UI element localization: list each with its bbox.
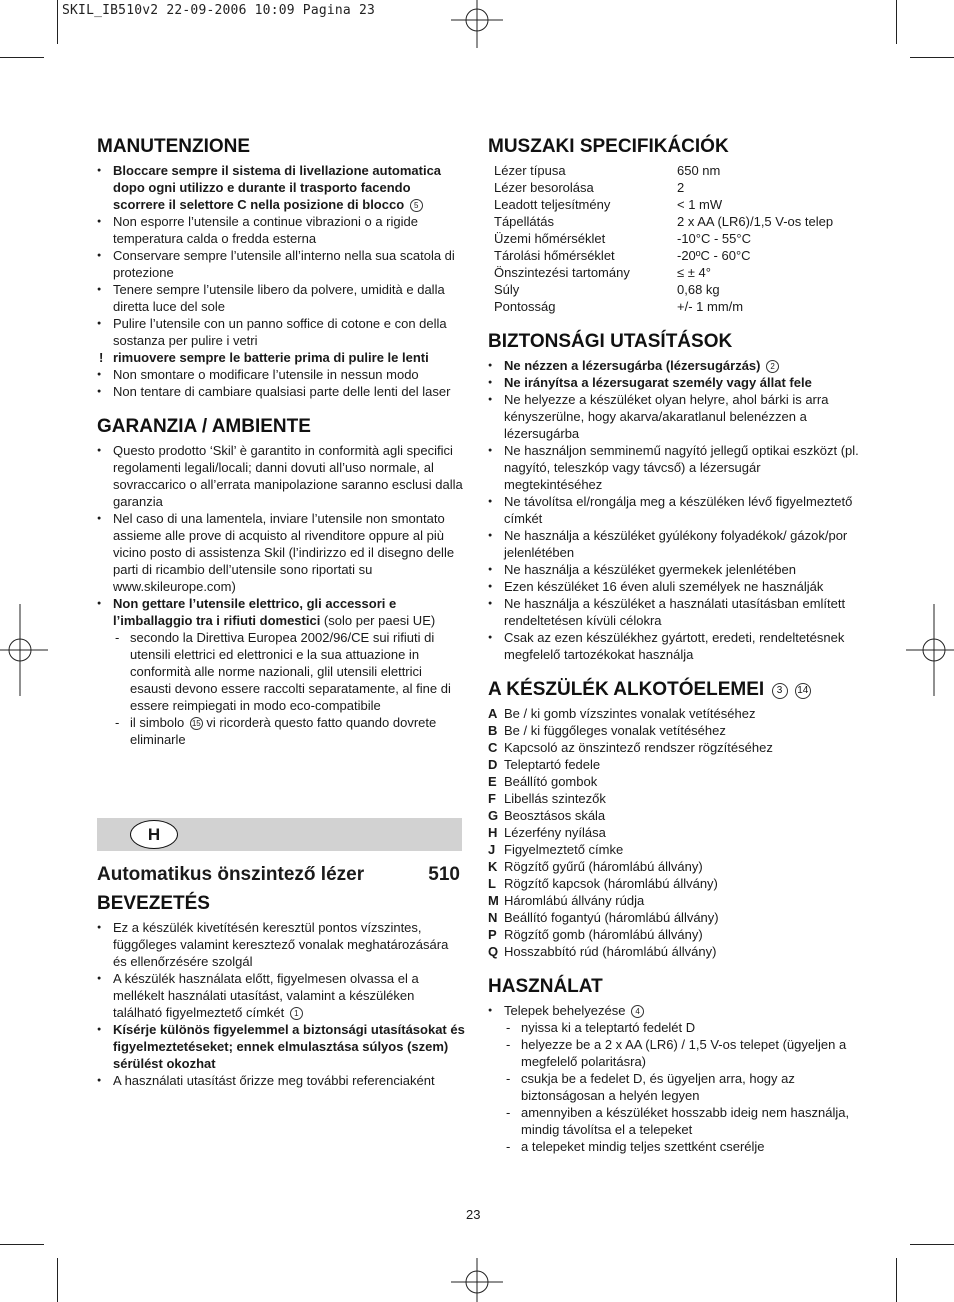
- list-item: ● Conservare sempre l’utensile all’interno nella sua scatola di protezione: [97, 247, 465, 281]
- part-row: [488, 875, 860, 892]
- page-number: 23: [466, 1207, 481, 1222]
- list-item: ● Ezen készüléket 16 éven aluli személyek ne használják: [488, 578, 860, 595]
- part-letter: C: [488, 740, 498, 755]
- part-letter: K: [488, 859, 498, 874]
- list-item: ● Ne távolítsa el/rongálja meg a készüléken lévő figyelmeztető címkét: [488, 493, 860, 527]
- spec-value: 0,68 kg: [677, 282, 720, 297]
- part-row: [488, 858, 860, 875]
- list-item: ● Non tentare di cambiare qualsiasi parte delle lenti del laser: [97, 383, 465, 400]
- registration-mark-left: [0, 600, 50, 700]
- spec-value: +/- 1 mm/m: [677, 299, 744, 314]
- part-row: [488, 705, 860, 722]
- list-item: ● Non smontare o modificare l’utensile in nessun modo: [97, 366, 465, 383]
- section-title-specs: MUSZAKI SPECIFIKÁCIÓK: [488, 136, 729, 157]
- part-row: [488, 807, 860, 824]
- part-letter: L: [488, 876, 496, 891]
- figure-ref: 5: [410, 199, 423, 212]
- spec-row: [488, 179, 833, 196]
- list-item: ● Tenere sempre l’utensile libero da polvere, umidità e dalla diretta luce del sole: [97, 281, 465, 315]
- spec-value: -20ºC - 60°C: [677, 248, 751, 263]
- part-description: Beosztásos skála: [504, 808, 606, 823]
- garanzia-sublist: [97, 629, 465, 748]
- spec-label: Önszintezési tartomány: [494, 265, 630, 280]
- list-item: ● Questo prodotto ‘Skil’ è garantito in conformità agli specifici regolamenti legali/locali; danni dovuti all’uso normale, al sovraccarico o all’errata manipolazione saranno esclusi dalla garanzia: [97, 442, 465, 510]
- spec-label: Lézer besorolása: [494, 180, 594, 195]
- section-title-hasznalat: HASZNÁLAT: [488, 976, 603, 997]
- list-item: ● Telepek behelyezése 4: [488, 1002, 860, 1019]
- figure-ref: 14: [795, 683, 811, 699]
- part-description: Rögzítő gomb (háromlábú állvány): [504, 927, 703, 942]
- crop-mark-top-left-h: [0, 57, 44, 58]
- part-letter: P: [488, 927, 497, 942]
- spec-value: 2 x AA (LR6)/1,5 V-os telep: [677, 214, 834, 229]
- list-item: ● Nel caso di una lamentela, inviare l’utensile non smontato assieme alle prove di acquisto al rivenditore oppure al più vicino posto di assistenza Skil (l’indirizzo ed il disegno delle parti di ricambio dell’utensile sono riportati su www.skileurope.com): [97, 510, 465, 595]
- section-title-garanzia: GARANZIA / AMBIENTE: [97, 416, 311, 437]
- spec-label: Tárolási hőmérséklet: [494, 248, 615, 263]
- part-description: Rögzítő gyűrű (háromlábú állvány): [504, 859, 703, 874]
- list-item: ● Bloccare sempre il sistema di livellazione automatica dopo ogni utilizzo e durante il trasporto facendo scorrere il selettore C nella posizione di blocco 5: [97, 162, 465, 213]
- part-letter: F: [488, 791, 496, 806]
- part-row: [488, 824, 860, 841]
- spec-label: Leadott teljesítmény: [494, 197, 611, 212]
- spec-value: 650 nm: [677, 163, 721, 178]
- sub-item: - il simbolo 15 vi ricorderà questo fatto quando dovrete eliminarle: [113, 714, 465, 748]
- part-letter: D: [488, 757, 498, 772]
- spec-row: [488, 230, 833, 247]
- part-row: [488, 773, 860, 790]
- part-letter: M: [488, 893, 499, 908]
- sub-item: - secondo la Direttiva Europea 2002/96/CE sui rifiuti di utensili elettrici ed elettronici e la sua attuazione in conformità alle norme nazionali, glil utensili elettrici esausti devono essere raccolti separatamente, al fine di essere reimpiegati in modo eco-compatibile: [113, 629, 465, 714]
- crop-mark-top-right-v: [896, 0, 897, 44]
- spec-row: [488, 298, 833, 315]
- part-letter: A: [488, 706, 498, 721]
- figure-ref: 2: [766, 360, 779, 373]
- spec-row: [488, 162, 833, 179]
- figure-ref: 15: [190, 717, 203, 730]
- language-badge: H: [130, 820, 178, 849]
- spec-label: Üzemi hőmérséklet: [494, 231, 606, 246]
- part-description: Kapcsoló az önszintező rendszer rögzítéséhez: [504, 740, 773, 755]
- part-letter: G: [488, 808, 499, 823]
- printer-slug: SKIL_IB510v2 22-09-2006 10:09 Pagina 23: [62, 3, 376, 18]
- part-row: [488, 943, 860, 960]
- spec-value: < 1 mW: [677, 197, 723, 212]
- spec-table: [488, 162, 833, 315]
- spec-row: [488, 264, 833, 281]
- bevezetes-list: [97, 919, 465, 1089]
- warning-mark: !: [99, 350, 104, 365]
- part-row: [488, 909, 860, 926]
- registration-mark-right: [904, 600, 954, 700]
- list-item: ● Ez a készülék kivetítésén keresztül pontos vízszintes, függőleges valamint keresztező vonalak meghatározására és ellenőrzésére szolgál: [97, 919, 465, 970]
- part-description: Be / ki függőleges vonalak vetítéséhez: [504, 723, 726, 738]
- part-description: Rögzítő kapcsok (háromlábú állvány): [504, 876, 718, 891]
- spec-value: 2: [677, 180, 685, 195]
- crop-mark-top-right-h: [910, 57, 954, 58]
- list-item: ● Kísérje különös figyelemmel a biztonsági utasításokat és figyelmeztetéseket; ennek elmulasztása súlyos (szem) sérülést okozhat: [97, 1021, 465, 1072]
- spec-label: Lézer típusa: [494, 163, 566, 178]
- hasznalat-list: [488, 1002, 860, 1019]
- spec-value: ≤ ± 4°: [677, 265, 711, 280]
- part-description: Figyelmeztető címke: [504, 842, 624, 857]
- figure-ref: 1: [290, 1007, 303, 1020]
- spec-value: -10°C - 55°C: [677, 231, 751, 246]
- list-item: ● Non esporre l’utensile a continue vibrazioni o a rigide temperatura calda o fredda esterna: [97, 213, 465, 247]
- registration-mark-bottom: [447, 1258, 507, 1302]
- part-letter: J: [488, 842, 496, 857]
- part-row: [488, 739, 860, 756]
- bevezetes-section: [97, 893, 465, 1089]
- hasznalat-sublist: [488, 1019, 860, 1155]
- list-item: ● Non gettare l’utensile elettrico, gli accessori e l’imballaggio tra i rifiuti domestici (solo per paesi UE): [97, 595, 465, 629]
- part-letter: H: [488, 825, 498, 840]
- part-row: [488, 722, 860, 739]
- part-description: Beállító fogantyú (háromlábú állvány): [504, 910, 719, 925]
- spec-row: [488, 247, 833, 264]
- spec-label: Tápellátás: [494, 214, 554, 229]
- list-item: ● Ne irányítsa a lézersugarat személy vagy állat fele: [488, 374, 860, 391]
- sub-item: - helyezze be a 2 x AA (LR6) / 1,5 V-os telepet (ügyeljen a megfelelő polaritásra): [504, 1036, 860, 1070]
- list-item: ● Csak az ezen készülékhez gyártott, eredeti, rendeltetésnek megfelelő tartozékokat használja: [488, 629, 860, 663]
- product-title: Automatikus önszintező lézer 510: [97, 864, 460, 885]
- part-description: Teleptartó fedele: [504, 757, 601, 772]
- part-row: [488, 790, 860, 807]
- list-item: ● A készülék használata előtt, figyelmesen olvassa el a mellékelt használati utasítást, valamint a készüléken található figyelmeztető címkét 1: [97, 970, 465, 1021]
- list-item: ● Pulire l’utensile con un panno soffice di cotone e con della sostanza per pulire i vetri: [97, 315, 465, 349]
- warning-item: ! rimuovere sempre le batterie prima di pulire le lenti: [99, 350, 429, 365]
- list-item: ● Ne helyezze a készüléket olyan helyre, ahol bárki is arra kényszerülne, hogy akarva/akaratlanul belenézzen a lézersugárba: [488, 391, 860, 442]
- product-model: 510: [428, 864, 460, 885]
- sub-item: - amennyiben a készüléket hosszabb ideig nem használja, mindig távolítsa el a telepeket: [504, 1104, 860, 1138]
- list-item: ● Ne használjon semminemű nagyító jellegű optikai eszközt (pl. nagyító, teleszkóp vagy távcső) a lézersugár megtekintéséhez: [488, 442, 860, 493]
- part-description: Hosszabbító rúd (háromlábú állvány): [504, 944, 717, 959]
- sub-item: - nyissa ki a teleptartó fedelét D: [504, 1019, 860, 1036]
- part-letter: E: [488, 774, 497, 789]
- garanzia-list: [97, 442, 465, 629]
- part-letter: B: [488, 723, 498, 738]
- section-title-alkotoelemei: A KÉSZÜLÉK ALKOTÓELEMEI 3 14: [488, 679, 860, 701]
- part-description: Lézerfény nyílása: [504, 825, 606, 840]
- part-description: Be / ki gomb vízszintes vonalak vetítéséhez: [504, 706, 756, 721]
- biztonsagi-list: [488, 357, 860, 663]
- crop-mark-bottom-right-h: [910, 1244, 954, 1245]
- part-row: [488, 841, 860, 858]
- part-description: Beállító gombok: [504, 774, 598, 789]
- part-description: Háromlábú állvány rúdja: [504, 893, 645, 908]
- part-letter: Q: [488, 944, 499, 959]
- sub-item: - csukja be a fedelet D, és ügyeljen arra, hogy az biztonságosan a helyén legyen: [504, 1070, 860, 1104]
- crop-mark-bottom-left-v: [57, 1258, 58, 1302]
- part-row: [488, 926, 860, 943]
- list-item: ● Ne használja a készüléket gyúlékony folyadékok/ gázok/por jelenlétében: [488, 527, 860, 561]
- figure-ref: 4: [631, 1005, 644, 1018]
- crop-mark-bottom-right-v: [896, 1258, 897, 1302]
- left-column: [97, 136, 465, 748]
- list-item: ● Ne használja a készüléket a használati utasításban említett rendeltetésen kívüli célokra: [488, 595, 860, 629]
- sub-item: - a telepeket mindig teljes szettként cserélje: [504, 1138, 860, 1155]
- section-title-bevezetes: BEVEZETÉS: [97, 893, 210, 914]
- figure-ref: 3: [772, 683, 788, 699]
- part-row: [488, 756, 860, 773]
- section-title-manutenzione: MANUTENZIONE: [97, 136, 251, 157]
- spec-row: [488, 196, 833, 213]
- spec-label: Súly: [494, 282, 520, 297]
- spec-row: [488, 213, 833, 230]
- part-row: [488, 892, 860, 909]
- registration-mark-top: [447, 0, 507, 50]
- manutenzione-list: [97, 162, 465, 400]
- parts-list: [488, 705, 860, 960]
- right-column: [488, 136, 860, 1155]
- section-title-biztonsagi: BIZTONSÁGI UTASÍTÁSOK: [488, 331, 733, 352]
- crop-mark-top-left-v: [57, 0, 58, 44]
- list-item: ● A használati utasítást őrizze meg további referenciaként: [97, 1072, 465, 1089]
- part-letter: N: [488, 910, 498, 925]
- part-description: Libellás szintezők: [504, 791, 606, 806]
- spec-label: Pontosság: [494, 299, 556, 314]
- crop-mark-bottom-left-h: [0, 1244, 44, 1245]
- list-item: ● Ne nézzen a lézersugárba (lézersugárzás) 2: [488, 357, 860, 374]
- spec-row: [488, 281, 833, 298]
- list-item: ● Ne használja a készüléket gyermekek jelenlétében: [488, 561, 860, 578]
